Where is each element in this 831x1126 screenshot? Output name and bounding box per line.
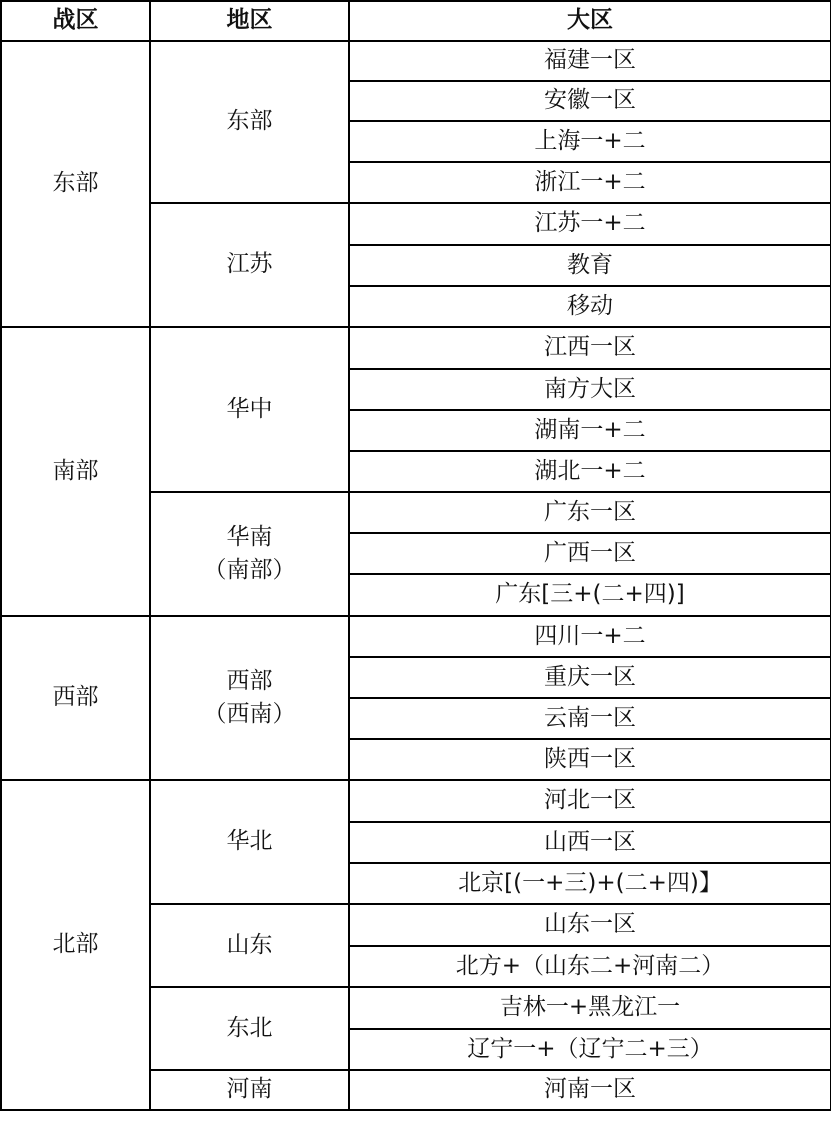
district-cell: 湖北一+二 (349, 451, 831, 492)
district-cell: 山东一区 (349, 904, 831, 946)
district-cell: 浙江一+二 (349, 162, 831, 203)
region-cell: 西部 （西南） (150, 616, 349, 780)
district-cell: 广西一区 (349, 533, 831, 574)
district-cell: 福建一区 (349, 41, 831, 81)
district-cell: 江西一区 (349, 327, 831, 369)
district-cell: 山西一区 (349, 822, 831, 863)
region-cell: 华南 （南部） (150, 492, 349, 616)
district-cell: 云南一区 (349, 698, 831, 739)
district-cell: 北京[(一+三)+(二+四)】 (349, 863, 831, 904)
district-cell: 广东[三+(二+四)] (349, 574, 831, 616)
district-cell: 辽宁一+（辽宁二+三） (349, 1029, 831, 1070)
district-cell: 湖南一+二 (349, 410, 831, 451)
table-row (1, 616, 831, 657)
header-region: 地区 (150, 1, 349, 41)
district-cell: 江苏一+二 (349, 203, 831, 245)
district-cell: 教育 (349, 245, 831, 286)
region-cell: 山东 (150, 904, 349, 987)
table-row (1, 41, 831, 81)
zone-cell: 西部 (1, 616, 150, 780)
region-cell: 河南 (150, 1070, 349, 1110)
region-cell: 东部 (150, 41, 349, 203)
district-cell: 吉林一+黑龙江一 (349, 987, 831, 1029)
header-zone: 战区 (1, 1, 150, 41)
district-cell: 四川一+二 (349, 616, 831, 657)
zone-cell: 北部 (1, 780, 150, 1110)
header-row (1, 1, 831, 41)
district-cell: 南方大区 (349, 369, 831, 410)
table-row (1, 327, 831, 369)
header-district: 大区 (349, 1, 831, 41)
district-cell: 陕西一区 (349, 739, 831, 780)
district-cell: 广东一区 (349, 492, 831, 533)
zone-cell: 南部 (1, 327, 150, 616)
table-body (1, 41, 831, 1110)
district-cell: 上海一+二 (349, 121, 831, 162)
region-cell: 东北 (150, 987, 349, 1070)
region-cell: 江苏 (150, 203, 349, 327)
region-cell: 华北 (150, 780, 349, 904)
district-cell: 安徽一区 (349, 81, 831, 121)
table-row (1, 780, 831, 822)
zone-cell: 东部 (1, 41, 150, 327)
district-cell: 重庆一区 (349, 657, 831, 698)
region-cell: 华中 (150, 327, 349, 492)
district-cell: 河北一区 (349, 780, 831, 822)
district-cell: 河南一区 (349, 1070, 831, 1110)
district-cell: 北方+（山东二+河南二） (349, 946, 831, 987)
district-cell: 移动 (349, 286, 831, 327)
